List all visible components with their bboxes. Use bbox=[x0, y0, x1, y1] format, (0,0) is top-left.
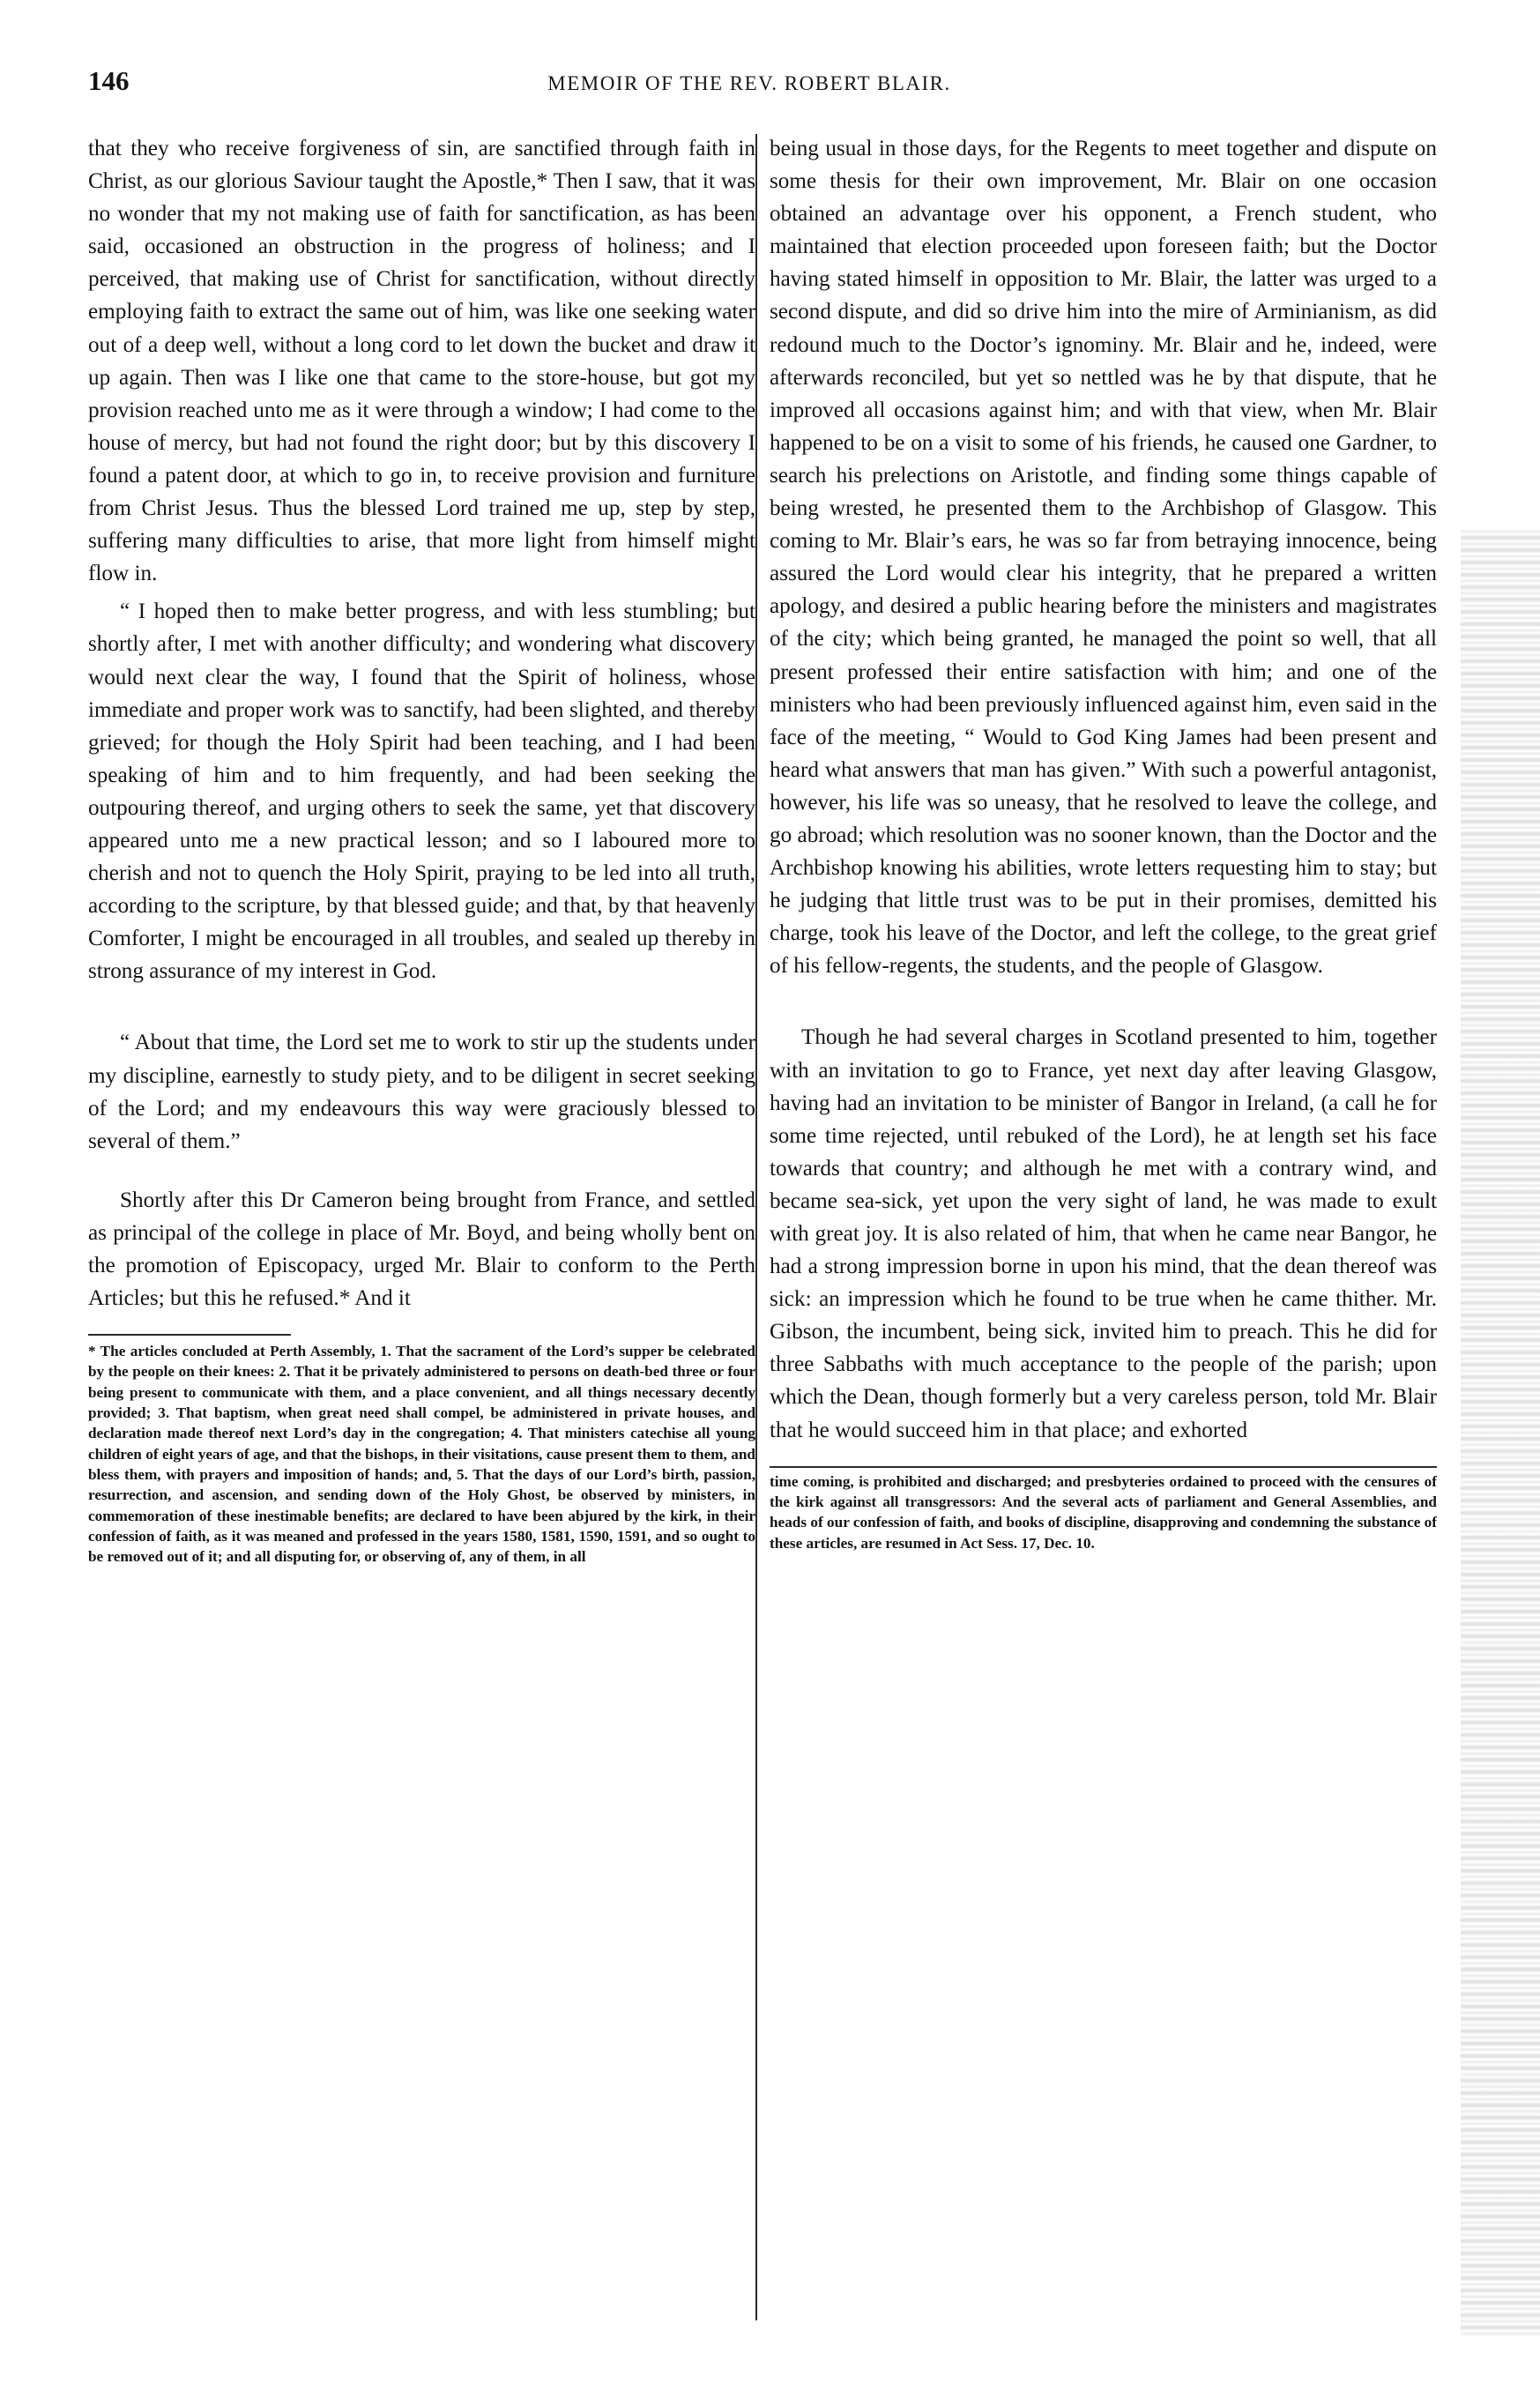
page-number: 146 bbox=[88, 65, 130, 96]
left-column bbox=[88, 132, 755, 2336]
footnote-continuation: time coming, is prohibited and discharged; and presbyteries ordained to proceed with the censures of the kirk against all transgressors: And the several acts of parliament and General Assemblies, and heads of our confession of faith, and books of discipline, disapproving and condemning the substance of these articles, are resumed in Act Sess. 17, Dec. 10. bbox=[770, 1472, 1437, 1552]
body-paragraph: being usual in those days, for the Regents to meet together and dispute on some thesis for their own improvement, Mr. Blair on one occasion obtained an advantage over his opponent, a French student, who maintained that election proceeded upon foreseen faith; but the Doctor having stated himself in opposition to Mr. Blair, the latter was urged to a second dispute, and did so drive him into the mire of Arminianism, as did redound much to the Doctor’s ignominy. Mr. Blair and he, indeed, were afterwards reconciled, but yet so nettled was he by that dispute, that he improved all occasions against him; and with that view, when Mr. Blair happened to be on a visit to some of his friends, he caused one Gardner, to search his prelections on Aristotle, and finding some things capable of being wrested, he presented them to the Archbishop of Glasgow. This coming to Mr. Blair’s ears, he was so far from betraying innocence, being assured the Lord would clear his integrity, that he prepared a written apology, and desired a public hearing before the ministers and magistrates of the city; which being granted, he managed the point so well, that all present professed their entire satisfaction with him; and one of the ministers who had been previously influenced against him, even said in the face of the meeting, “ Would to God King James had been present and heard what answers that man has given.” With such a powerful antagonist, however, his life was so uneasy, that he resolved to leave the college, and go abroad; which resolution was no sooner known, than the Doctor and the Archbishop knowing his abilities, wrote letters requesting him to stay; but he judging that little trust was to be put in their promises, demitted his charge, took his leave of the Doctor, and left the college, to the great grief of his fellow-regents, the students, and the people of Glasgow. bbox=[770, 137, 1437, 979]
scan-edge-artifact bbox=[1461, 529, 1540, 2336]
body-paragraph: “ About that time, the Lord set me to work to stir up the students under my discipline, earnestly to study piety, and to be diligent in secret seeking of the Lord; and my endeavours this way were graciously blessed to several of them.” bbox=[88, 1031, 755, 1153]
body-paragraph: Shortly after this Dr Cameron being brought from France, and settled as principal of the college in place of Mr. Boyd, and being wholly bent on the promotion of Episcopacy, urged Mr. Blair to conform to the Perth Articles; but this he refused.* And it bbox=[88, 1188, 755, 1311]
running-head bbox=[88, 65, 1410, 109]
body-paragraph: “ I hoped then to make better progress, and with less stumbling; but shortly after, I met with another difficulty; and wondering what discovery would next clear the way, I found that the Spirit of holiness, whose immediate and proper work was to sanctify, had been slighted, and thereby grieved; for though the Holy Spirit had been teaching, and I had been speaking of him and to him frequently, and had been seeking the outpouring thereof, and urging others to seek the same, yet that discovery appeared unto me a new practical lesson; and so I laboured more to cherish and not to quench the Holy Spirit, praying to be led into all truth, according to the scripture, by that blessed guide; and that, by that heavenly Comforter, I might be encouraged in all troubles, and sealed up thereby in strong assurance of my interest in God. bbox=[88, 599, 755, 984]
body-paragraph: Though he had several charges in Scotland presented to him, together with an invitation to go to France, yet next day after leaving Glasgow, having had an invitation to be minister of Bangor in Ireland, (a call he for some time rejected, until rebuked of the Lord), he at length set his face towards that country; and although he met with a contrary wind, and became sea-sick, yet upon the very sight of land, he was made to exult with great joy. It is also related of him, that when he came near Bangor, he had a strong impression borne in upon his mind, that the dean thereof was sick: an impression which he found to be true when he came thither. Mr. Gibson, the incumbent, being sick, invited him to preach. This he did for three Sabbaths with much acceptance to the people of the parish; upon which the Dean, though formerly but a very careless person, told Mr. Blair that he would succeed him in that place; and exhorted bbox=[770, 1025, 1437, 1442]
body-paragraph: that they who receive forgiveness of sin, are sanctified through faith in Christ, as our glorious Saviour taught the Apostle,* Then I saw, that it was no wonder that my not making use of faith for sanctification, as has been said, occasioned an obstruction in the progress of holiness; and I perceived, that making use of Christ for sanctification, without directly employing faith to extract the same out of him, was like one seeking water out of a deep well, without a long cord to let down the bucket and draw it up again. Then was I like one that came to the store-house, but got my provision reached unto me as it were through a window; I had come to the house of mercy, but had not found the right door; but by this discovery I found a patent door, at which to go in, to receive provision and furniture from Christ Jesus. Thus the blessed Lord trained me up, step by step, suffering many difficulties to arise, that more light from himself might flow in. bbox=[88, 137, 755, 586]
column-divider bbox=[755, 134, 757, 2320]
footnote: * The articles concluded at Perth Assembly, 1. That the sacrament of the Lord’s supper be celebrated by the people on their knees: 2. That it be privately administered to persons on death-bed three or four being present to communicate with them, and a place convenient, and all things necessary decently provided; 3. That baptism, when great need shall compel, be administered in private houses, and declaration made thereof next Lord’s day in the congregation; 4. That ministers catechise all young children of eight years of age, and that the bishops, in their visitations, cause present them to them, and bless them, with prayers and imposition of hands; and, 5. That the days of our Lord’s birth, passion, resurrection, and ascension, and sending down of the Holy Ghost, be observed by ministers, in commemoration of these inestimable benefits; are declared to have been abjured by the kirk, in their confession of faith, as it was meaned and professed in the years 1580, 1581, 1590, 1591, and so ought to be removed out of it; and all disputing for, or observing of, any of them, in all bbox=[88, 1343, 755, 1566]
footnote-divider bbox=[88, 1334, 291, 1336]
footnote-divider bbox=[770, 1466, 1437, 1468]
running-title: MEMOIR OF THE REV. ROBERT BLAIR. bbox=[547, 72, 951, 94]
right-column bbox=[770, 132, 1437, 2336]
